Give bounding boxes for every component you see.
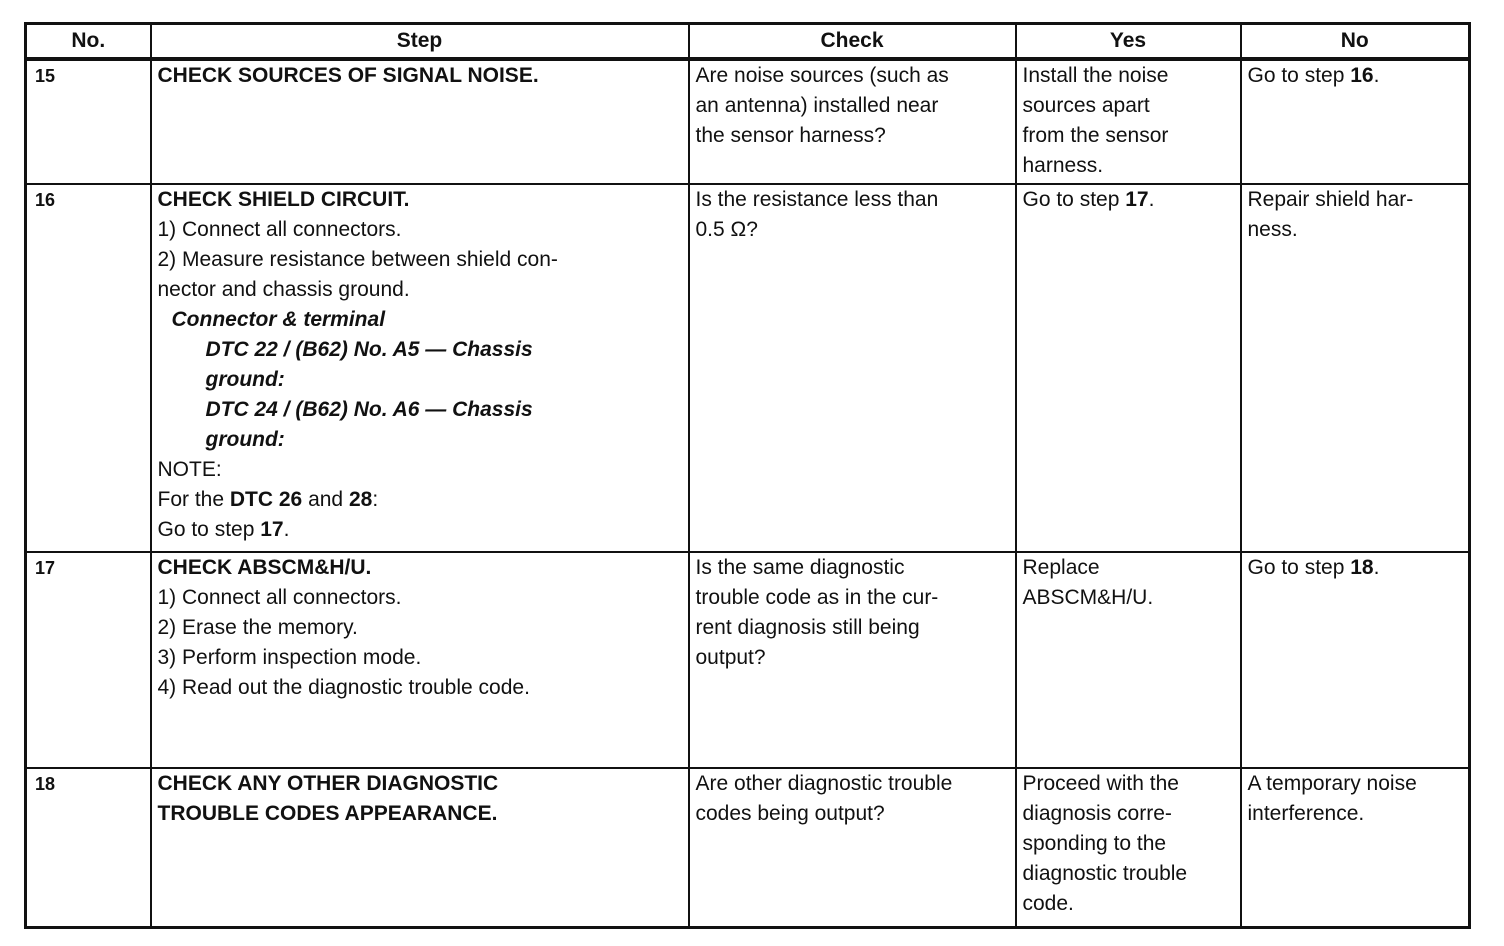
check-cell [689, 768, 1016, 927]
yes-line: Install the noise [1022, 64, 1169, 87]
step-title: CHECK SHIELD CIRCUIT. [157, 188, 410, 211]
goto-text: Go to step [1247, 556, 1351, 579]
step-line: 2) Erase the memory. [157, 616, 358, 639]
yes-line: sources apart [1022, 94, 1150, 117]
connector-line: ground: [205, 428, 285, 451]
goto-suffix: . [283, 518, 290, 541]
yes-line: ABSCM&H/U. [1022, 586, 1154, 609]
table-row [26, 184, 1470, 552]
no-line: Repair shield har- [1247, 188, 1414, 211]
step-line: 1) Connect all connectors. [157, 586, 402, 609]
header-no: No. [26, 24, 151, 60]
yes-line: sponding to the [1022, 832, 1167, 855]
note-text: : [372, 488, 379, 511]
yes-line [1023, 185, 1234, 215]
check-line: Is the resistance less than [695, 188, 939, 211]
check-line: output? [695, 646, 766, 669]
step-cell [151, 552, 689, 768]
note-text: and [302, 488, 349, 511]
goto-text: Go to step [157, 518, 261, 541]
note-line [158, 485, 682, 515]
yes-line: from the sensor [1022, 124, 1169, 147]
goto-text: Go to step [1247, 64, 1351, 87]
check-line: 0.5 Ω? [695, 218, 758, 241]
check-line: rent diagnosis still being [695, 616, 920, 639]
yes-cell [1016, 768, 1241, 927]
check-line: the sensor harness? [695, 124, 886, 147]
no-line [1248, 553, 1463, 583]
check-line: Are noise sources (such as [695, 64, 949, 87]
step-line: 1) Connect all connectors. [157, 218, 402, 241]
check-line: Is the same diagnostic [695, 556, 905, 579]
no-line: ness. [1247, 218, 1298, 241]
yes-cell [1016, 184, 1241, 552]
dtc-code: 28 [348, 488, 373, 511]
diagnostic-table-page [24, 22, 1468, 930]
note-text: For the [157, 488, 230, 511]
table-row [26, 768, 1470, 927]
step-number: 15 [26, 59, 151, 184]
step-title: CHECK SOURCES OF SIGNAL NOISE. [157, 64, 539, 87]
step-cell [151, 184, 689, 552]
step-cell [151, 768, 689, 927]
note-line [158, 515, 682, 545]
yes-line: Proceed with the [1022, 772, 1179, 795]
yes-cell [1016, 59, 1241, 184]
goto-step: 17 [1125, 188, 1149, 211]
check-line: an antenna) installed near [695, 94, 939, 117]
yes-line: harness. [1022, 154, 1104, 177]
step-line: 3) Perform inspection mode. [157, 646, 422, 669]
step-number: 17 [26, 552, 151, 768]
goto-step: 17 [260, 518, 284, 541]
step-line: 2) Measure resistance between shield con- [157, 248, 558, 271]
goto-step: 16 [1350, 64, 1374, 87]
step-number: 18 [26, 768, 151, 927]
step-line: nector and chassis ground. [157, 278, 410, 301]
goto-suffix: . [1148, 188, 1155, 211]
yes-cell [1016, 552, 1241, 768]
header-check: Check [689, 24, 1016, 60]
header-step: Step [151, 24, 689, 60]
step-title: CHECK ABSCM&H/U. [157, 556, 372, 579]
goto-suffix: . [1373, 556, 1380, 579]
step-cell [151, 59, 689, 184]
check-cell [689, 552, 1016, 768]
step-title: CHECK ANY OTHER DIAGNOSTIC [157, 772, 499, 795]
goto-text: Go to step [1022, 188, 1126, 211]
step-number: 16 [26, 184, 151, 552]
diagnostic-table [24, 22, 1471, 929]
goto-step: 18 [1350, 556, 1374, 579]
header-row [26, 24, 1470, 60]
yes-line: Replace [1022, 556, 1100, 579]
dtc-code: DTC 26 [229, 488, 303, 511]
step-title: TROUBLE CODES APPEARANCE. [157, 802, 498, 825]
connector-line: DTC 24 / (B62) No. A6 — Chassis [205, 398, 533, 421]
yes-line: code. [1022, 892, 1074, 915]
table-row [26, 552, 1470, 768]
check-line: trouble code as in the cur- [695, 586, 939, 609]
connector-heading: Connector & terminal [171, 308, 386, 331]
header-yes: Yes [1016, 24, 1241, 60]
check-line: Are other diagnostic trouble [695, 772, 953, 795]
no-cell [1241, 59, 1470, 184]
yes-line: diagnosis corre- [1022, 802, 1172, 825]
no-cell [1241, 184, 1470, 552]
check-cell [689, 184, 1016, 552]
connector-line: DTC 22 / (B62) No. A5 — Chassis [205, 338, 533, 361]
no-line: interference. [1247, 802, 1365, 825]
check-line: codes being output? [695, 802, 885, 825]
note-label: NOTE: [157, 458, 222, 481]
table-row [26, 59, 1470, 184]
step-line: 4) Read out the diagnostic trouble code. [157, 676, 530, 699]
connector-line: ground: [205, 368, 285, 391]
check-cell [689, 59, 1016, 184]
no-cell [1241, 768, 1470, 927]
goto-suffix: . [1373, 64, 1380, 87]
header-no-action: No [1241, 24, 1470, 60]
no-line: A temporary noise [1247, 772, 1417, 795]
yes-line: diagnostic trouble [1022, 862, 1188, 885]
no-line [1248, 61, 1463, 91]
no-cell [1241, 552, 1470, 768]
